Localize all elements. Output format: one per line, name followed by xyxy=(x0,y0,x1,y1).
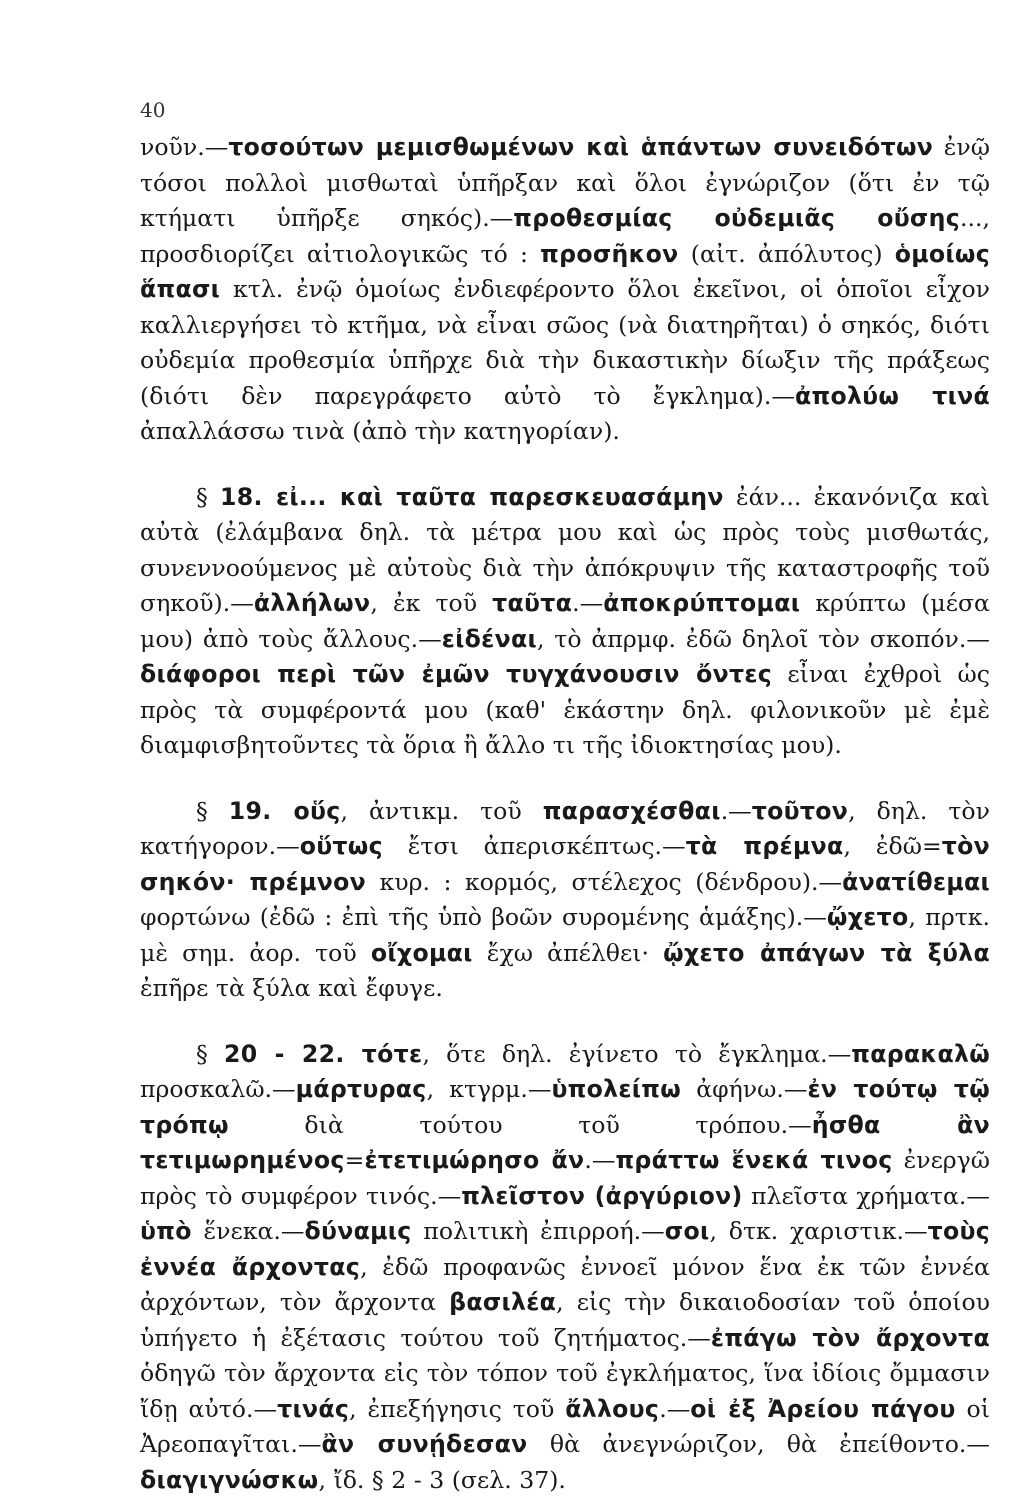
gloss-text: § xyxy=(196,796,229,825)
lemma-term: ἦσθα ἂν τετιμωρημένος xyxy=(140,1110,991,1174)
gloss-text: , ἐδῶ= xyxy=(843,832,942,860)
gloss-text: ἐάν... ἐκανόνιζα καὶ αὐτὰ (ἐλάμβανα δηλ. τὰ μέτρα μου καὶ ὡς πρὸς τοὺς μισθωτάς, συνεννοούμενος μὲ αὐτοὺς διὰ τὴν ἀπόκρυψιν τῆς καταστροφῆς τοῦ σηκοῦ).— xyxy=(140,482,990,617)
gloss-text: ἐπῆρε τὰ ξύλα καὶ ἔφυγε. xyxy=(140,974,443,1002)
gloss-text: .— xyxy=(584,1146,616,1174)
lemma-term: διάφοροι περὶ τῶν ἐμῶν τυγχάνουσιν ὄντες xyxy=(140,660,773,688)
gloss-text: , δτκ. χαριστικ.— xyxy=(709,1217,928,1245)
gloss-text: § xyxy=(196,1039,224,1068)
lemma-term: ἀλλήλων xyxy=(253,589,371,617)
lemma-term: ὑπολείπω xyxy=(551,1075,682,1103)
lemma-term: 19. οὕς xyxy=(228,796,341,825)
lemma-term: ἐπάγω τὸν ἄρχοντα xyxy=(710,1323,991,1352)
lemma-term: ἀνατίθεμαι xyxy=(842,867,990,896)
gloss-text: , δηλ. τὸν κατήγορον.— xyxy=(140,796,990,860)
lemma-term: τὰ πρέμνα xyxy=(685,832,844,860)
gloss-text: .— xyxy=(572,589,604,617)
gloss-text: , εἰς τὴν δικαιοδοσίαν τοῦ ὁποίου ὑπήγετο ἡ ἐξέτασις τούτου τοῦ ζητήματος.— xyxy=(140,1288,991,1352)
lemma-term: ᾤχετο xyxy=(826,903,909,931)
lemma-term: ὑπὸ xyxy=(140,1217,192,1245)
gloss-text: , ἴδ. § 2 - 3 (σελ. 37). xyxy=(318,1465,566,1494)
gloss-text: ἕνεκα.— xyxy=(191,1217,305,1245)
lemma-term: τοὺς ἐννέα ἄρχοντας xyxy=(140,1217,990,1281)
lemma-term: δύναμις xyxy=(304,1217,412,1245)
gloss-text: ἀπαλλάσσω τινὰ (ἀπὸ τὴν κατηγορίαν). xyxy=(140,417,620,445)
gloss-text: = xyxy=(344,1146,365,1174)
gloss-text: κυρ. : κορμός, στέλεχος (δένδρου).— xyxy=(366,867,843,896)
gloss-text: νοῦν.— xyxy=(140,133,229,161)
section-paragraph xyxy=(140,794,990,1007)
gloss-text: § xyxy=(196,482,221,511)
lemma-term: τινάς xyxy=(277,1394,350,1423)
lemma-term: 20 - 22. τότε xyxy=(223,1039,423,1068)
gloss-text: , ἀντικμ. τοῦ xyxy=(340,796,543,825)
lemma-term: οἴχομαι xyxy=(370,938,473,967)
section-paragraph xyxy=(140,1037,990,1499)
lemma-term: ἐν τούτῳ τῷ τρόπῳ xyxy=(140,1075,991,1139)
gloss-text: ἔχω ἀπέλθει· xyxy=(472,938,664,967)
gloss-text: , ὅτε δηλ. ἐγίνετο τὸ ἔγκλημα.— xyxy=(422,1039,852,1068)
lemma-term: προθεσμίας οὐδεμιᾶς οὔσης xyxy=(513,204,960,232)
lemma-term: τοῦτον xyxy=(751,796,849,825)
gloss-text: , ἐδῶ προφανῶς ἐννοεῖ μόνον ἕνα ἐκ τῶν ἐννέα ἀρχόντων, τὸν ἄρχοντα xyxy=(140,1252,990,1316)
gloss-text: πλεῖστα χρήματα.— xyxy=(742,1181,991,1210)
gloss-text: ..., προσδιορίζει αἰτιολογικῶς τό : xyxy=(140,204,990,268)
gloss-text: εἶναι ἐχθροὶ ὡς πρὸς τὰ συμφέροντά μου (καθ' ἑκάστην δηλ. φιλονικοῦν μὲ ἐμὲ διαμφισβητοῦντες τὰ ὅρια ἢ ἄλλο τι τῆς ἰδιοκτησίας μου). xyxy=(140,660,990,759)
gloss-text: κρύπτω (μέσα μου) ἀπὸ τοὺς ἄλλους.— xyxy=(140,589,990,653)
lemma-term: ἄλλους xyxy=(565,1394,660,1423)
gloss-text: , ἐπεξήγησις τοῦ xyxy=(349,1394,566,1423)
gloss-text: , ἐκ τοῦ xyxy=(370,589,493,617)
lemma-term: προσῆκον xyxy=(540,239,679,268)
lemma-term: ὁμοίως ἅπασι xyxy=(140,239,991,303)
gloss-text: ἐνεργῶ πρὸς τὸ συμφέρον τινός.— xyxy=(140,1146,991,1210)
gloss-text: θὰ ἀνεγνώριζον, θὰ ἐπείθοντο.— xyxy=(527,1430,990,1458)
lemma-term: ἀποκρύπτομαι xyxy=(603,589,801,617)
section-paragraph xyxy=(140,480,990,764)
lemma-term: μάρτυρας xyxy=(295,1075,427,1103)
lemma-term: οὕτως xyxy=(299,832,383,860)
gloss-text: ὁδηγῶ τὸν ἄρχοντα εἰς τὸν τόπον τοῦ ἐγκλήματος, ἵνα ἰδίοις ὄμμασιν ἴδῃ αὐτό.— xyxy=(140,1359,990,1423)
gloss-text: .— xyxy=(659,1394,691,1423)
lemma-term: σοι xyxy=(664,1217,710,1245)
gloss-text: οἱ Ἀρεοπαγῖται.— xyxy=(140,1394,990,1458)
lemma-term: ἀπολύω τινά xyxy=(794,381,991,410)
lemma-term: βασιλέα xyxy=(449,1288,557,1316)
continuation-paragraph xyxy=(140,130,990,450)
lemma-term: οἱ ἐξ Ἀρείου πάγου xyxy=(690,1394,956,1423)
lemma-term: πράττω ἕνεκά τινος xyxy=(615,1146,893,1174)
lemma-term: ταῦτα xyxy=(492,589,573,617)
gloss-text: , πρτκ. μὲ σημ. ἀορ. τοῦ xyxy=(140,903,990,967)
gloss-text: ἔτσι ἀπερισκέπτως.— xyxy=(382,832,686,860)
gloss-text: ἐνῷ τόσοι πολλοὶ μισθωταὶ ὑπῆρξαν καὶ ὅλοι ἐγνώριζον (ὅτι ἐν τῷ κτήματι ὑπῆρξε σηκός).— xyxy=(140,133,990,232)
lemma-term: διαγιγνώσκω xyxy=(140,1465,319,1494)
gloss-text: , τὸ ἀπρμφ. ἐδῶ δηλοῖ τὸν σκοπόν.— xyxy=(536,624,990,653)
lemma-term: παρασχέσθαι xyxy=(542,796,721,825)
gloss-text: ἀφήνω.— xyxy=(681,1075,808,1103)
lemma-term: 18. εἰ... καὶ ταῦτα παρεσκευασάμην xyxy=(220,482,724,511)
lemma-term: τὸν σηκόν· πρέμνον xyxy=(140,832,990,896)
lemma-term: παρακαλῶ xyxy=(851,1039,991,1068)
lemma-term: πλεῖστον (ἀργύριον) xyxy=(461,1181,743,1210)
gloss-text: .— xyxy=(720,796,752,825)
gloss-text: φορτώνω (ἐδῶ : ἐπὶ τῆς ὑπὸ βοῶν συρομένης ἁμάξης).— xyxy=(140,903,827,931)
gloss-text: , κτγρμ.— xyxy=(426,1075,552,1103)
lemma-term: ἐτετιμώρησο ἄν xyxy=(364,1146,585,1174)
gloss-text: κτλ. ἐνῷ ὁμοίως ἐνδιεφέροντο ὅλοι ἐκεῖνοι, οἱ ὁποῖοι εἶχον καλλιεργήσει τὸ κτῆμα, νὰ εἶναι σῶος (νὰ διατηρῆται) ὁ σηκός, διότι οὐδεμία προθεσμία ὑπῆρχε διὰ τὴν δικαστικὴν δίωξιν τῆς πράξεως (διότι δὲν παρεγράφετο αὐτὸ τὸ ἔγκλημα).— xyxy=(140,275,990,410)
gloss-text: πολιτικὴ ἐπιρροή.— xyxy=(411,1217,665,1245)
gloss-text: προσκαλῶ.— xyxy=(140,1075,296,1103)
lemma-term: ἂν συνῄδεσαν xyxy=(321,1430,528,1458)
gloss-text: διὰ τούτου τοῦ τρόπου.— xyxy=(228,1110,812,1139)
page-number: 40 xyxy=(140,98,166,122)
lemma-term: ᾤχετο ἀπάγων τὰ ξύλα xyxy=(663,938,990,967)
commentary-text xyxy=(140,130,990,1498)
lemma-term: τοσούτων μεμισθωμένων καὶ ἁπάντων συνειδότων xyxy=(228,133,934,161)
lemma-term: εἰδέναι xyxy=(441,624,537,653)
gloss-text: (αἰτ. ἀπόλυτος) xyxy=(678,239,895,268)
